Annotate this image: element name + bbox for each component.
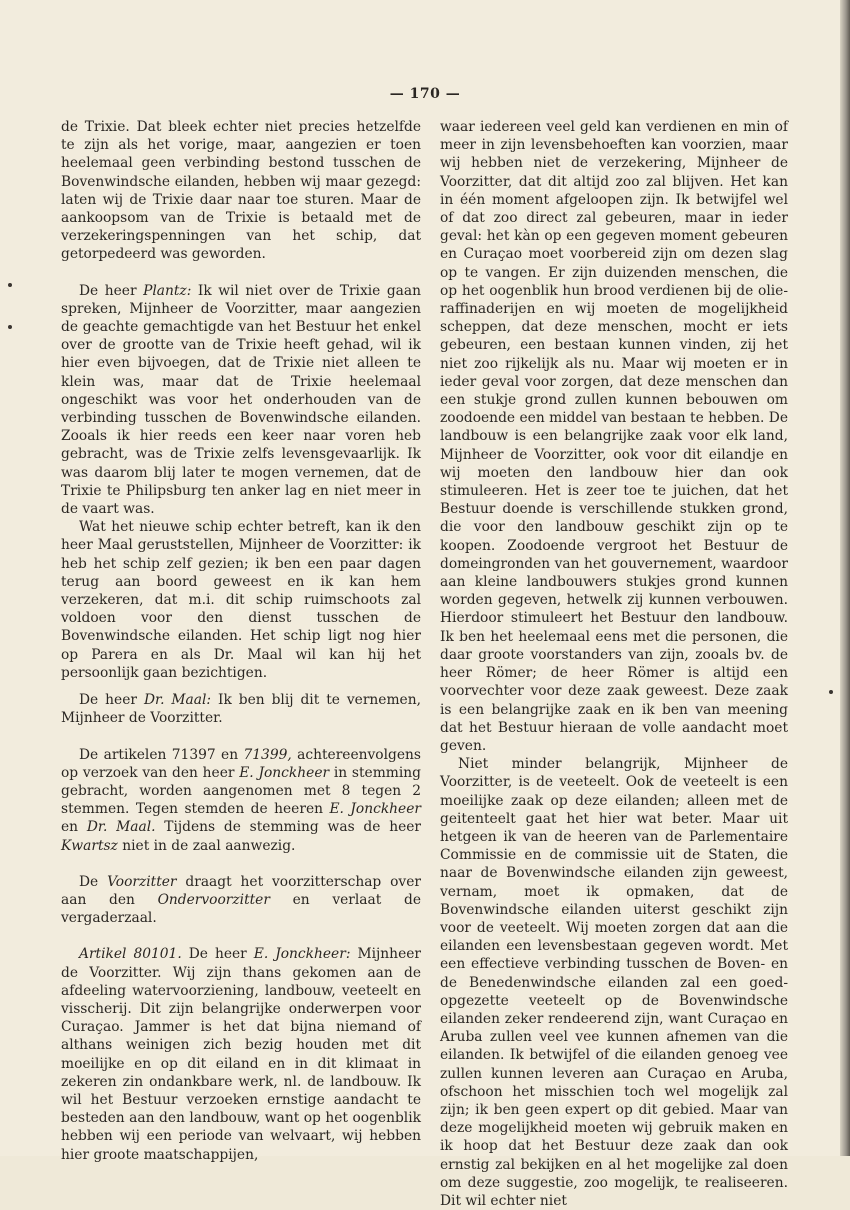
margin-mark (8, 283, 12, 287)
paragraph: De Voorzitter draagt het voorzitterschap over aan den Ondervoorzitter en verlaat de vergaderzaal. (61, 873, 421, 927)
paragraph: De heer Dr. Maal: Ik ben blij dit te vernemen, Mijnheer de Voorzitter. (61, 692, 421, 727)
left-column (61, 118, 421, 1164)
paragraph: waar iedereen veel geld kan verdienen en min of meer in zijn levensbehoeften kan voorzien, maar wij hebben niet de verzekering, Mijnheer de Voorzitter, dat dit altijd zoo zal blijven. Het kan in één moment afgeloopen zijn. Ik betwijfel wel of dat zoo direct zal gebeuren, maar in ieder geval: het kàn op een gegeven moment gebeuren en Curaçao moet voorbereid zijn om dezen slag op te vangen. Er zijn duizenden menschen, die op het oogenblik hun brood verdienen bij de olie-raffinaderijen en wij moeten de mogelijkheid scheppen, dat deze menschen, mocht er iets gebeuren, een bestaan kunnen vinden, zij het niet zoo rijkelijk als nu. Maar wij moeten er in ieder geval voor zorgen, dat deze menschen dan een stukje grond zullen kunnen bebouwen om zoodoende een middel van bestaan te hebben. De landbouw is een belangrijke zaak voor elk land, Mijnheer de Voorzitter, ook voor dit eilandje en wij moeten den landbouw hier dan ook stimuleeren. Het is zeer toe te juichen, dat het Bestuur doende is verschillende stukken grond, die voor den landbouw geschikt zijn op te koopen. Zoodoende vergroot het Bestuur de domeingronden van het gouvernement, waardoor aan kleine landbouwers stukjes grond kunnen worden gegeven, hetwelk zij kunnen verbouwen. Hierdoor stimuleert het Bestuur den landbouw. Ik ben het heelemaal eens met die personen, die daar groote voorstanders van zijn, zooals bv. de heer Römer; de heer Römer is altijd een voorvechter voor deze zaak geweest. Deze zaak is een belangrijke zaak en ik ben van meening dat het Bestuur hieraan de volle aandacht moet geven. (440, 119, 788, 754)
speaker-name: Plantz: (143, 282, 192, 299)
paragraph: De artikelen 71397 en 71399, achtereenvolgens op verzoek van den heer E. Jonckheer in stemming gebracht, worden aangenomen met 8 tegen 2 stemmen. Tegen stemden de heeren E. Jonckheer en Dr. Maal. Tijdens de stemming was de heer Kwartsz niet in de zaal aanwezig. (61, 746, 422, 854)
paragraph: De heer Plantz: Ik wil niet over de Trixie gaan spreken, Mijnheer de Voorzitter, maar aangezien de geachte gemachtigde van het Bestuur het enkel over de grootte van de Trixie heeft gehad, wil ik hier even bijvoegen, dat de Trixie niet alleen te klein was, maar dat de Trixie heelemaal ongeschikt was voor het onderhouden van de verbinding tusschen de Bovenwindsche eilanden. Zooals ik hier reeds een keer naar voren heb gebracht, was de Trixie zelfs levensgevaarlijk. Ik was daarom blij later te mogen vernemen, dat de Trixie te Philipsburg ten anker lag en niet meer in de vaart was. (61, 282, 422, 518)
page-edge-shadow (840, 0, 850, 1156)
article-number: Artikel 80101. (79, 946, 182, 963)
paragraph: Niet minder belangrijk, Mijnheer de Voorzitter, is de veeteelt. Ook de veeteelt is een moeilijke zaak op deze eilanden; alleen met de geitenteelt gaat het hier wat beter. Maar uit hetgeen ik van de heeren van de Parlementaire Commissie en de commissie uit de Staten, die naar de Bovenwindsche eilanden zijn geweest, vernam, moet ik opmaken, dat de Bovenwindsche eilanden uiterst geschikt zijn voor de veeteelt. Wij moeten zorgen dat aan die eilanden een levensbestaan gegeven wordt. Met een effectieve verbinding tusschen de Boven- en de Benedenwindsche eilanden zal een goed-opgezette veeteelt op de Bovenwindsche eilanden zeker rendeerend zijn, want Curaçao en Aruba zullen veel vee kunnen afnemen van die eilanden. Ik betwijfel of die eilanden genoeg vee zullen kunnen leveren aan Curaçao en Aruba, ofschoon het misschien toch wel mogelijk zal zijn; ik ben geen expert op dit gebied. Maar van deze mogelijkheid moeten wij gebruik maken en ik hoop dat het Bestuur deze zaak dan ook ernstig zal bekijken en al het mogelijke zal doen om deze suggestie, zoo mogelijk, te realiseeren. Dit wil echter niet (440, 756, 788, 1209)
paragraph: Artikel 80101. De heer E. Jonckheer: Mijnheer de Voorzitter. Wij zijn thans gekomen aan de afdeeling watervoorziening, landbouw, veeteelt en visscherij. Dit zijn belangrijke onderwerpen voor Curaçao. Jammer is het dat bijna niemand of althans weinigen zich bezig houden met dit moeilijke en op dit eiland en in dit klimaat in zekeren zin ondankbare werk, nl. de landbouw. Ik wil het Bestuur verzoeken ernstige aandacht te besteden aan den landbouw, want op het oogenblik hebben wij een periode van welvaart, wij hebben hier groote maatschappijen, (61, 946, 421, 1163)
margin-mark (829, 690, 833, 694)
paragraph: de Trixie. Dat bleek echter niet precies hetzelfde te zijn als het vorige, maar, aangezien er toen heelemaal geen verbinding bestond tusschen de Bovenwindsche eilanden, hebben wij maar gezegd: laten wij de Trixie daar naar toe sturen. Maar de aankoopsom van de Trixie is betaald met de verzekeringspenningen van het schip, dat getorpedeerd was geworden. (61, 119, 421, 263)
page-number: — 170 — (389, 86, 461, 102)
speaker-name: E. Jonckheer: (253, 946, 351, 963)
right-column (440, 118, 788, 1210)
paragraph: Wat het nieuwe schip echter betreft, kan ik den heer Maal geruststellen, Mijnheer de Voorzitter: ik heb het schip zelf gezien; ik ben een paar dagen terug aan boord geweest en ik kan hem verzekeren, dat m.i. dit schip ruimschoots zal voldoen voor den dienst tusschen de Bovenwindsche eilanden. Het schip ligt nog hier op Parera en als Dr. Maal wil kan hij het persoonlijk gaan bezichtigen. (61, 519, 421, 681)
speaker-name: Dr. Maal: (143, 692, 212, 709)
margin-mark (8, 325, 12, 329)
